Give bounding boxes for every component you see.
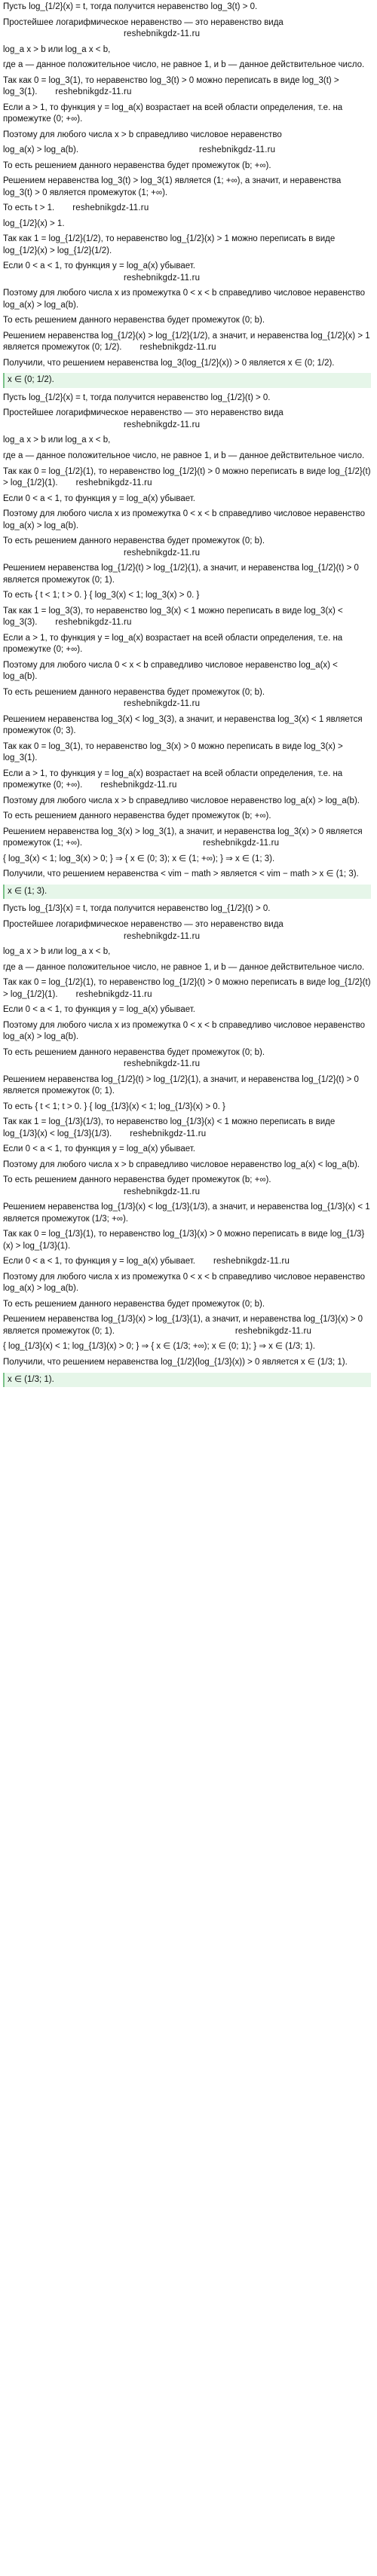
solution-line-text: То есть решением данного неравенства будет промежуток (b; +∞). [3, 1175, 271, 1185]
solution-line-text: Получили, что решением неравенства < vim − math > является < vim − math > x ∈ (1; 3). [3, 869, 359, 879]
solution-line-text: { log_3(x) < 1; log_3(x) > 0; } ⇒ { x ∈ (0; 3); x ∈ (1; +∞); } ⇒ x ∈ (1; 3). [3, 854, 275, 863]
solution-line [3, 687, 371, 710]
solution-line-text: Поэтому для любого числа x из промежутка 0 < x < b справедливо числовое неравенство log_a(x) > log_a(b). [3, 289, 365, 310]
solution-line-text: Поэтому для любого числа x > b справедливо числовое неравенство [3, 130, 282, 139]
solution-line-text: То есть решением данного неравенства будет промежуток (0; b). [3, 536, 265, 546]
solution-line-text: То есть { t < 1; t > 0. } { log_3(x) < 1; log_3(x) > 0. } [3, 591, 200, 600]
solution-line-text: Так как 0 = log_{1/2}(1), то неравенство log_{1/2}(t) > 0 можно переписать в виде log_{1/2}(t) > log_{1/2}(1). [3, 978, 371, 999]
solution-line-text: Если 0 < a < 1, то функция y = log_a(x) убывает. [3, 1144, 195, 1154]
solution-line-text: log_a x > b или log_a x < b, [3, 435, 111, 445]
solution-line-text: Если 0 < a < 1, то функция y = log_a(x) убывает. [3, 261, 195, 271]
solution-line-text: Поэтому для любого числа x из промежутка 0 < x < b справедливо числовое неравенство log_a(x) > log_a(b). [3, 509, 365, 530]
solution-line [3, 962, 371, 974]
solution-line [3, 590, 371, 602]
answer-text: x ∈ (1; 3). [8, 886, 48, 896]
solution-line [3, 811, 371, 823]
answer-box [3, 373, 371, 388]
solution-line-text: Пусть log_{1/3}(x) = t, тогда получится неравенство log_{1/2}(t) > 0. [3, 904, 271, 914]
watermark-text: reshebnikgdz-11.ru [124, 29, 201, 39]
solution-line [3, 854, 371, 866]
solution-line-text: Простейшее логарифмическое неравенство — это неравенство вида [3, 408, 284, 418]
solution-line [3, 509, 371, 532]
watermark-text: reshebnikgdz-11.ru [55, 87, 132, 97]
solution-line-text: Пусть log_{1/2}(x) = t, тогда получится неравенство log_{1/2}(t) > 0. [3, 393, 271, 402]
watermark-text: reshebnikgdz-11.ru [75, 989, 152, 999]
solution-line-text: log_a x > b или log_a x < b, [3, 947, 111, 957]
solution-line-text: Так как 1 = log_{1/3}(1/3), то неравенство log_{1/3}(x) < 1 можно переписать в виде log_{1/3}(x) < log_{1/3}(1/3). [3, 1117, 336, 1138]
solution-line-text: где a — данное положительное число, не равное 1, и b — данное действительное число. [3, 962, 365, 972]
solution-line [3, 176, 371, 199]
watermark-text: reshebnikgdz-11.ru [234, 1326, 312, 1336]
solution-line-text: Поэтому для любого числа x из промежутка 0 < x < b справедливо числовое неравенство log_a(x) > log_a(b). [3, 1020, 365, 1042]
solution-line [3, 903, 371, 915]
solution-line [3, 17, 371, 41]
solution-line [3, 1102, 371, 1114]
solution-line [3, 1144, 371, 1156]
watermark-text: reshebnikgdz-11.ru [124, 420, 201, 429]
solution-line [3, 1004, 371, 1016]
solution-line-text: Решением неравенства log_3(x) > log_3(1), а значит, и неравенства log_3(x) > 0 является промежуток (1; +∞). [3, 827, 363, 848]
watermark-text: reshebnikgdz-11.ru [124, 931, 201, 941]
solution-line [3, 1117, 371, 1140]
solution-line [3, 1299, 371, 1311]
solution-line-text: Так как 0 = log_3(1), то неравенство log_3(t) > 0 можно переписать в виде log_3(t) > log_3(1). [3, 75, 339, 97]
solution-line-text: То есть решением данного неравенства будет промежуток (0; b). [3, 1047, 265, 1057]
solution-line-text: Поэтому для любого числа x из промежутка 0 < x < b справедливо числовое неравенство log_a(x) > log_a(b). [3, 1272, 365, 1294]
watermark-text: reshebnikgdz-11.ru [203, 839, 280, 848]
solution-line [3, 203, 371, 215]
solution-line [3, 536, 371, 559]
solution-line [3, 563, 371, 586]
watermark-text: reshebnikgdz-11.ru [130, 1129, 207, 1138]
watermark-text: reshebnikgdz-11.ru [124, 548, 201, 558]
watermark-text: reshebnikgdz-11.ru [72, 203, 149, 213]
solution-line [3, 393, 371, 405]
solution-section [3, 903, 371, 1387]
solution-line-text: То есть решением данного неравенства будет промежуток (0; b). [3, 1299, 265, 1309]
solution-line-text: То есть { t < 1; t > 0. } { log_{1/3}(x) < 1; log_{1/3}(x) > 0. } [3, 1102, 225, 1111]
solution-line-text: То есть t > 1. [3, 203, 55, 213]
solution-line [3, 288, 371, 311]
solution-line [3, 130, 371, 142]
solution-line [3, 1047, 371, 1071]
solution-line-text: Если 0 < a < 1, то функция y = log_a(x) убывает. [3, 1005, 195, 1015]
solution-line-text: Решением неравенства log_{1/2}(x) > log_{1/2}(1/2), а значит, и неравенства log_{1/2}(x) > 1 является промежуток (0; 1/2). [3, 331, 370, 353]
solution-line [3, 358, 371, 370]
solution-line [3, 796, 371, 808]
solution-line [3, 869, 371, 881]
watermark-text: reshebnikgdz-11.ru [124, 273, 201, 283]
solution-line-text: Получили, что решением неравенства log_{1/2}(log_{1/3}(x)) > 0 является x ∈ (1/3; 1). [3, 1357, 348, 1367]
solution-line [3, 1202, 371, 1225]
solution-line-text: Решением неравенства log_{1/2}(t) > log_{1/2}(1), а значит, и неравенства log_{1/2}(t) > 0 является промежуток (0; 1). [3, 1074, 359, 1096]
solution-line-text: Простейшее логарифмическое неравенство — это неравенство вида [3, 17, 284, 27]
solution-line [3, 919, 371, 943]
solution-line [3, 234, 371, 257]
solution-section [3, 393, 371, 900]
solution-line [3, 75, 371, 99]
solution-line-text: Так как 0 = log_{1/2}(1), то неравенство log_{1/2}(t) > 0 можно переписать в виде log_{1/2}(t) > log_{1/2}(1). [3, 466, 371, 488]
solution-line [3, 160, 371, 173]
solution-line [3, 660, 371, 683]
watermark-text: reshebnikgdz-11.ru [139, 343, 216, 353]
solution-line-text: Получили, что решением неравенства log_3(log_{1/2}(x)) > 0 является x ∈ (0; 1/2). [3, 358, 335, 368]
answer-box [3, 1373, 371, 1388]
watermark-text: reshebnikgdz-11.ru [199, 145, 276, 155]
watermark-text: reshebnikgdz-11.ru [55, 618, 132, 628]
solution-line-text: log_a x > b или log_a x < b, [3, 44, 111, 54]
solution-line [3, 494, 371, 506]
solution-line-text: То есть решением данного неравенства будет промежуток (b; +∞). [3, 160, 271, 170]
solution-line [3, 60, 371, 72]
watermark-text: reshebnikgdz-11.ru [100, 781, 177, 790]
solution-line-text: где a — данное положительное число, не равное 1, и b — данное действительное число. [3, 451, 365, 460]
solution-line-text: Решением неравенства log_{1/3}(x) < log_{1/3}(1/3), а значит, и неравенства log_{1/3}(x) < 1 является промежуток (1/3; +∞). [3, 1202, 370, 1224]
solution-line-text: Так как 0 = log_{1/3}(1), то неравенство log_{1/3}(x) > 0 можно переписать в виде log_{1/3}(x) > log_{1/3}(1). [3, 1230, 365, 1251]
solution-line [3, 946, 371, 958]
solution-line-text: Поэтому для любого числа x > b справедливо числовое неравенство log_a(x) > log_a(b). [3, 796, 360, 805]
solution-line-text: Поэтому для любого числа x > b справедливо числовое неравенство log_a(x) < log_a(b). [3, 1160, 360, 1169]
watermark-text: reshebnikgdz-11.ru [124, 1187, 201, 1196]
solution-line [3, 1175, 371, 1198]
solution-line-text: То есть решением данного неравенства будет промежуток (0; b). [3, 687, 265, 697]
solution-line-text: Решением неравенства log_{1/2}(t) > log_{1/2}(1), а значит, и неравенства log_{1/2}(t) > 0 является промежуток (0; 1). [3, 564, 359, 585]
solution-line [3, 315, 371, 327]
solution-line [3, 408, 371, 431]
solution-line-text: Решением неравенства log_3(x) < log_3(3), а значит, и неравенства log_3(x) < 1 является промежуток (0; 3). [3, 714, 363, 736]
solution-line [3, 741, 371, 765]
solution-line-text: То есть решением данного неравенства будет промежуток (b; +∞). [3, 811, 271, 821]
solution-line [3, 714, 371, 738]
solution-line [3, 827, 371, 850]
solution-section [3, 2, 371, 388]
solution-line-text: Если 0 < a < 1, то функция y = log_a(x) убывает. [3, 494, 195, 503]
solution-line-text: Так как 0 = log_3(1), то неравенство log_3(x) > 0 можно переписать в виде log_3(x) > log_3(1). [3, 741, 343, 763]
solution-line [3, 1160, 371, 1172]
solution-line-text: Решением неравенства log_3(t) > log_3(1) является (1; +∞), а значит, и неравенства log_3(t) > 0 является промежуток (1; +∞). [3, 176, 342, 197]
solution-line [3, 977, 371, 1001]
solution-line-text: log_{1/2}(x) > 1. [3, 218, 65, 228]
answer-box [3, 885, 371, 900]
solution-line [3, 633, 371, 656]
solution-line [3, 261, 371, 284]
solution-line [3, 1256, 371, 1268]
solution-line-text: log_a(x) > log_a(b). [3, 145, 79, 155]
solution-line-text: Поэтому для любого числа 0 < x < b справедливо числовое неравенство log_a(x) < log_a(b). [3, 660, 338, 682]
solution-line [3, 145, 371, 157]
solution-line [3, 1341, 371, 1353]
solution-line-text: Если a > 1, то функция y = log_a(x) возрастает на всей области определения, т.е. на промежутке (0; +∞). [3, 769, 343, 790]
solution-line-text: где a — данное положительное число, не равное 1, и b — данное действительное число. [3, 60, 365, 70]
watermark-text: reshebnikgdz-11.ru [124, 699, 201, 709]
watermark-text: reshebnikgdz-11.ru [75, 478, 152, 488]
solution-line-text: То есть решением данного неравенства будет промежуток (0; b). [3, 316, 265, 325]
solution-line-text: Так как 1 = log_3(3), то неравенство log_3(x) < 1 можно переписать в виде log_3(x) < log_3(3). [3, 606, 343, 628]
solution-line-text: Так как 1 = log_{1/2}(1/2), то неравенство log_{1/2}(x) > 1 можно переписать в виде log_{1/2}(x) > log_{1/2}(1/2). [3, 234, 336, 255]
solution-line [3, 606, 371, 629]
solution-line [3, 435, 371, 447]
solution-line-text: Если a > 1, то функция y = log_a(x) возрастает на всей области определения, т.е. на промежутке (0; +∞). [3, 102, 343, 124]
watermark-text: reshebnikgdz-11.ru [213, 1257, 290, 1267]
solution-line [3, 451, 371, 463]
solution-line-text: { log_{1/3}(x) < 1; log_{1/3}(x) > 0; } ⇒ { x ∈ (1/3; +∞); x ∈ (0; 1); } ⇒ x ∈ (1/3; 1). [3, 1342, 315, 1352]
solution-line [3, 218, 371, 231]
solution-line-text: Если a > 1, то функция y = log_a(x) возрастает на всей области определения, т.е. на промежутке (0; +∞). [3, 633, 343, 655]
solution-line [3, 2, 371, 14]
solution-line [3, 1314, 371, 1337]
solution-line-text: Решением неравенства log_{1/3}(x) > log_{1/3}(1), а значит, и неравенства log_{1/3}(x) > 0 является промежуток (0; 1). [3, 1315, 363, 1336]
solution-line [3, 1272, 371, 1295]
answer-text: x ∈ (1/3; 1). [8, 1374, 54, 1384]
answer-text: x ∈ (0; 1/2). [8, 375, 54, 385]
solution-line [3, 1229, 371, 1252]
solution-line [3, 331, 371, 354]
solution-line [3, 1074, 371, 1098]
solution-line-text: Простейшее логарифмическое неравенство — это неравенство вида [3, 920, 284, 929]
solution-line [3, 102, 371, 126]
solution-line [3, 1020, 371, 1044]
solution-line [3, 769, 371, 792]
solution-line [3, 44, 371, 57]
solution-line-text: Если 0 < a < 1, то функция y = log_a(x) убывает. [3, 1257, 195, 1267]
solution-line [3, 1357, 371, 1369]
solution-line-text: Пусть log_{1/2}(x) = t, тогда получится неравенство log_3(t) > 0. [3, 2, 258, 11]
watermark-text: reshebnikgdz-11.ru [124, 1059, 201, 1069]
solution-line [3, 466, 371, 490]
